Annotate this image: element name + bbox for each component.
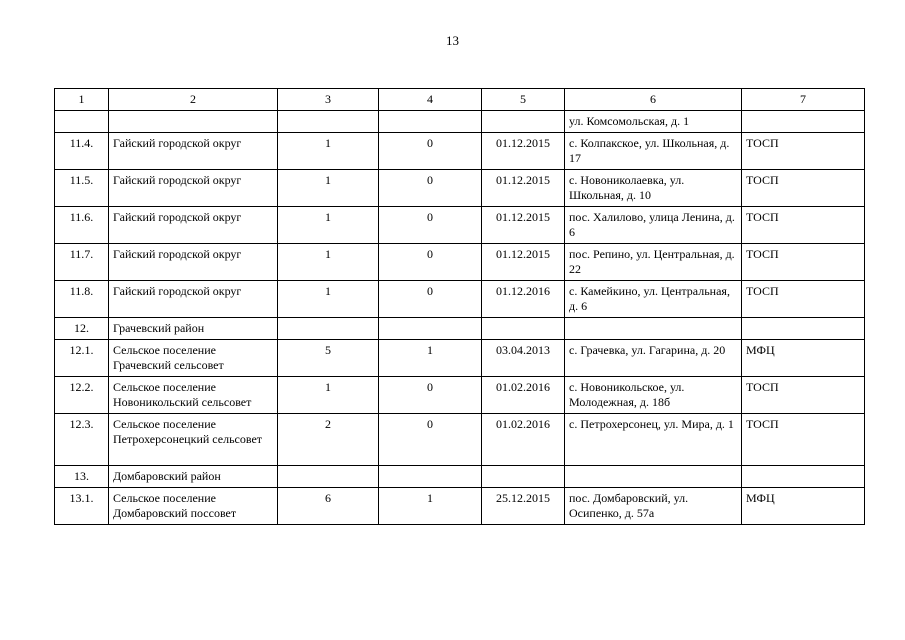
cell-col3: 2 [278,414,379,466]
cell-address: с. Новоникольское, ул. Молодежная, д. 18б [565,377,742,414]
cell-col4 [379,111,482,133]
cell-date: 01.12.2016 [482,281,565,318]
cell-name: Грачевский район [109,318,278,340]
cell-date [482,466,565,488]
cell-type: ТОСП [742,377,865,414]
cell-name: Гайский городской округ [109,170,278,207]
cell-type: ТОСП [742,207,865,244]
cell-col4: 0 [379,133,482,170]
cell-type [742,318,865,340]
cell-address [565,466,742,488]
cell-name: Домбаровский район [109,466,278,488]
cell-col3: 1 [278,377,379,414]
cell-col4: 0 [379,281,482,318]
cell-number: 13.1. [55,488,109,525]
cell-col3: 1 [278,207,379,244]
column-header: 6 [565,89,742,111]
cell-col3: 1 [278,133,379,170]
column-header: 1 [55,89,109,111]
cell-name [109,111,278,133]
cell-number: 12. [55,318,109,340]
column-header: 4 [379,89,482,111]
cell-name: Сельское поселение Петрохерсонецкий сельсовет [109,414,278,466]
cell-number: 13. [55,466,109,488]
cell-address: пос. Репино, ул. Центральная, д. 22 [565,244,742,281]
cell-address: с. Камейкино, ул. Центральная, д. 6 [565,281,742,318]
table-row [55,318,865,340]
column-header: 7 [742,89,865,111]
cell-number: 11.5. [55,170,109,207]
cell-type [742,466,865,488]
table-row [55,133,865,170]
cell-col3 [278,111,379,133]
table-row [55,244,865,281]
cell-date: 01.12.2015 [482,207,565,244]
cell-number: 11.8. [55,281,109,318]
cell-col3: 1 [278,281,379,318]
cell-col3: 6 [278,488,379,525]
cell-number: 11.4. [55,133,109,170]
cell-date: 25.12.2015 [482,488,565,525]
table-row [55,340,865,377]
table-row [55,281,865,318]
cell-col4: 1 [379,340,482,377]
table-row [55,414,865,466]
cell-address: с. Колпакское, ул. Школьная, д. 17 [565,133,742,170]
cell-number: 12.2. [55,377,109,414]
cell-type: МФЦ [742,340,865,377]
cell-type: ТОСП [742,414,865,466]
cell-col3: 1 [278,244,379,281]
cell-col4: 0 [379,377,482,414]
cell-col3 [278,318,379,340]
cell-name: Сельское поселение Грачевский сельсовет [109,340,278,377]
cell-col3: 1 [278,170,379,207]
cell-address: с. Новониколаевка, ул. Школьная, д. 10 [565,170,742,207]
cell-col3: 5 [278,340,379,377]
cell-col4 [379,466,482,488]
cell-date: 01.12.2015 [482,133,565,170]
cell-address: с. Петрохерсонец, ул. Мира, д. 1 [565,414,742,466]
cell-date: 01.02.2016 [482,414,565,466]
cell-type: ТОСП [742,133,865,170]
table-row [55,466,865,488]
table-row [55,207,865,244]
table-header-row [55,89,865,111]
cell-date: 01.12.2015 [482,170,565,207]
cell-type: ТОСП [742,281,865,318]
cell-number: 12.3. [55,414,109,466]
column-header: 5 [482,89,565,111]
cell-number [55,111,109,133]
column-header: 2 [109,89,278,111]
cell-date [482,318,565,340]
cell-name: Гайский городской округ [109,207,278,244]
cell-address: пос. Халилово, улица Ленина, д. 6 [565,207,742,244]
cell-number: 12.1. [55,340,109,377]
cell-name: Гайский городской округ [109,133,278,170]
column-header: 3 [278,89,379,111]
cell-type: МФЦ [742,488,865,525]
cell-date: 01.12.2015 [482,244,565,281]
cell-name: Сельское поселение Домбаровский поссовет [109,488,278,525]
table-row [55,170,865,207]
cell-col4: 0 [379,170,482,207]
page-number: 13 [446,33,459,48]
cell-address: пос. Домбаровский, ул. Осипенко, д. 57а [565,488,742,525]
cell-name: Гайский городской округ [109,281,278,318]
cell-address: ул. Комсомольская, д. 1 [565,111,742,133]
cell-address: с. Грачевка, ул. Гагарина, д. 20 [565,340,742,377]
cell-address [565,318,742,340]
cell-date: 01.02.2016 [482,377,565,414]
cell-col4 [379,318,482,340]
cell-type: ТОСП [742,170,865,207]
cell-col4: 0 [379,244,482,281]
table-row [55,377,865,414]
cell-col4: 0 [379,207,482,244]
table-row [55,488,865,525]
table-row [55,111,865,133]
data-table [54,88,865,525]
cell-name: Сельское поселение Новоникольский сельсовет [109,377,278,414]
cell-date: 03.04.2013 [482,340,565,377]
cell-number: 11.7. [55,244,109,281]
cell-date [482,111,565,133]
cell-number: 11.6. [55,207,109,244]
cell-type: ТОСП [742,244,865,281]
cell-type [742,111,865,133]
cell-col4: 1 [379,488,482,525]
cell-col4: 0 [379,414,482,466]
cell-col3 [278,466,379,488]
cell-name: Гайский городской округ [109,244,278,281]
